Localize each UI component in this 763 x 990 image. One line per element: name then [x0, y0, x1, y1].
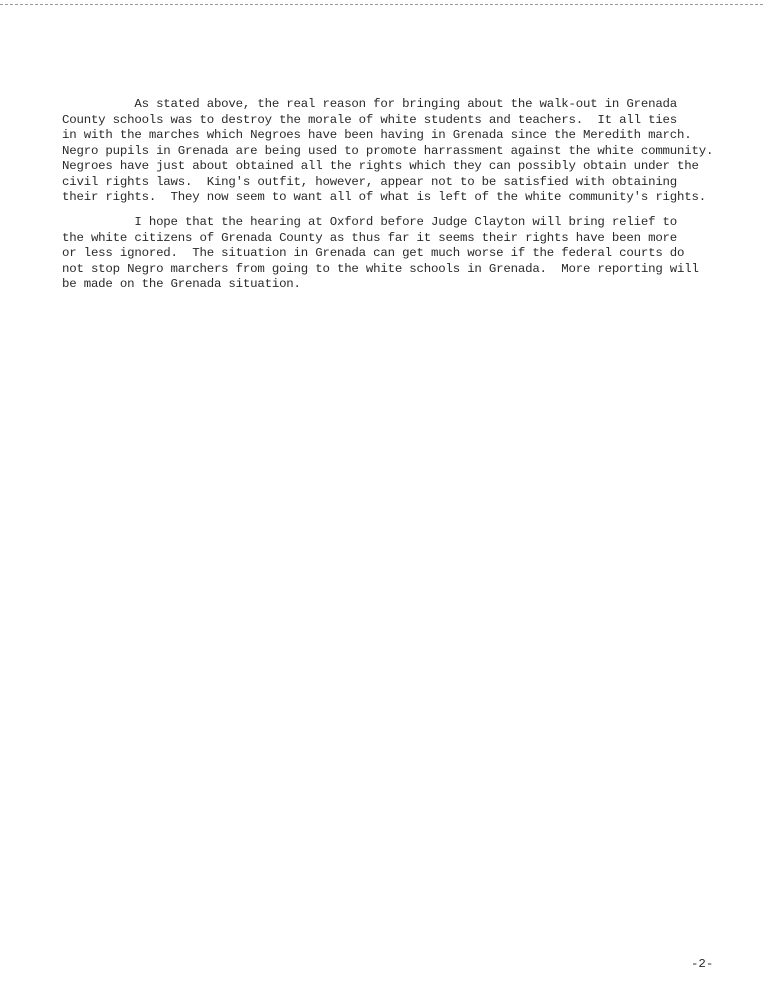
text-line: not stop Negro marchers from going to the white schools in Grenada. More reporting will: [62, 261, 699, 276]
text-line: their rights. They now seem to want all of what is left of the white community's rights.: [62, 190, 706, 204]
text-line: Negroes have just about obtained all the rights which they can possibly obtain under the: [62, 159, 699, 173]
paragraph-hearing-oxford: [62, 215, 762, 293]
paragraph-walkout-reason: [62, 97, 762, 206]
text-line: County schools was to destroy the morale of white students and teachers. It all ties: [62, 112, 678, 127]
text-line: As stated above, the real reason for bringing about the walk-out in Grenada: [62, 97, 678, 111]
page-number: -2-: [691, 957, 714, 971]
text-line: civil rights laws. King's outfit, however, appear not to be satisfied with obtaining: [62, 174, 678, 189]
text-line: I hope that the hearing at Oxford before Judge Clayton will bring relief to: [62, 215, 678, 229]
text-line: in with the marches which Negroes have been having in Grenada since the Meredith march.: [62, 128, 692, 142]
text-line: the white citizens of Grenada County as thus far it seems their rights have been more: [62, 230, 678, 245]
text-line: Negro pupils in Grenada are being used to promote harrassment against the white community.: [62, 143, 714, 158]
text-line: or less ignored. The situation in Grenada can get much worse if the federal courts do: [62, 246, 685, 260]
page-top-edge: [0, 4, 763, 5]
text-line: be made on the Grenada situation.: [62, 277, 301, 291]
